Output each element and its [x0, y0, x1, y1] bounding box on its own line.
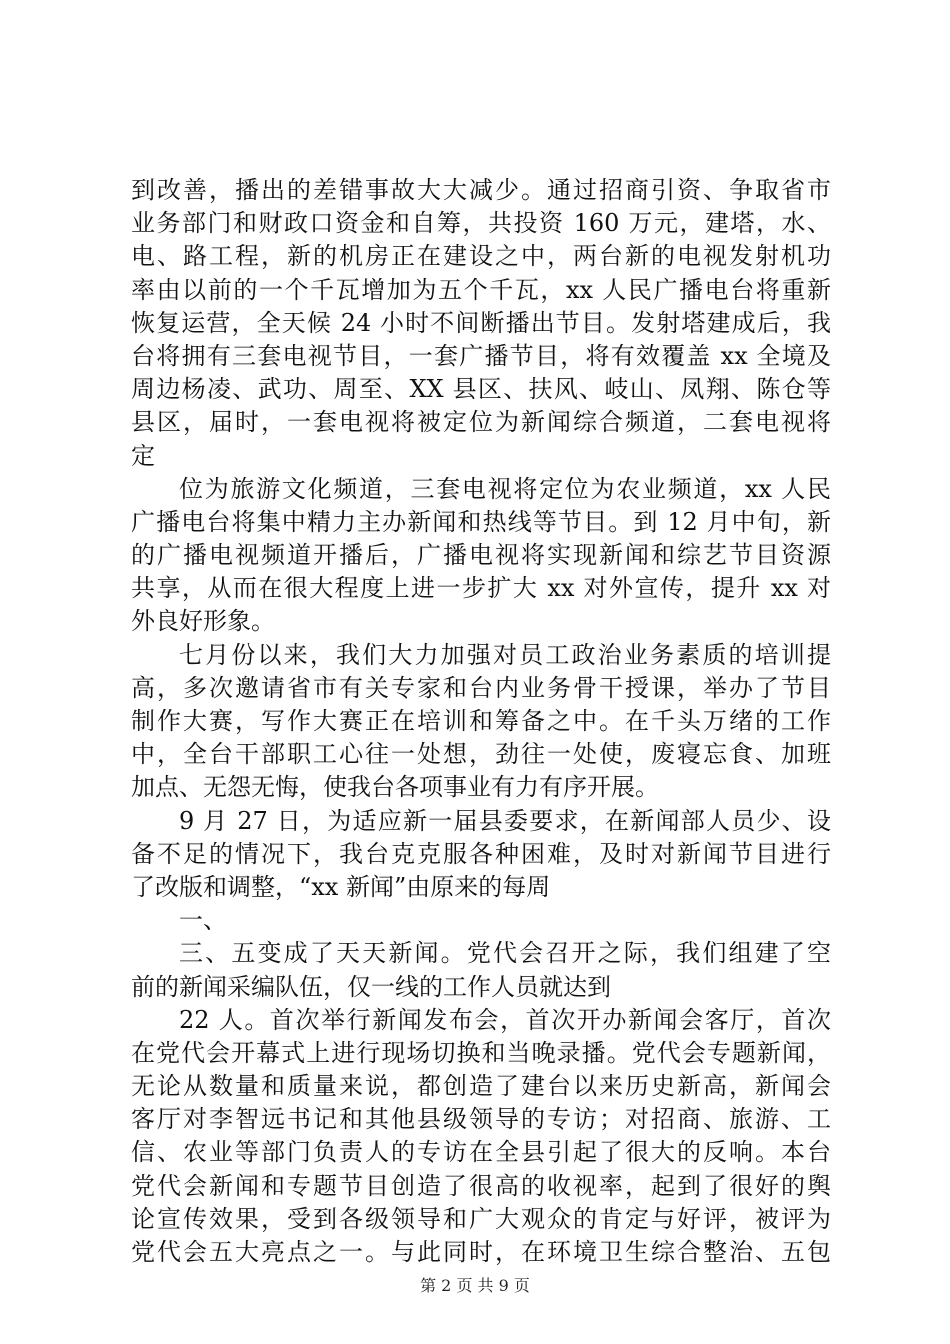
text-line: 备不足的情况下，我台克克服各种困难，及时对新闻节目进行 [131, 839, 831, 868]
text-line: 党代会新闻和专题节目创造了很高的收视率，起到了很好的舆 [131, 1171, 831, 1200]
text-line: 在党代会开幕式上进行现场切换和当晚录播。党代会专题新闻， [131, 1038, 831, 1067]
text-line: 周边杨凌、武功、周至、XX 县区、扶风、岐山、凤翔、陈仓等 [131, 375, 831, 404]
text-line: 无论从数量和质量来说，都创造了建台以来历史新高，新闻会 [131, 1072, 831, 1101]
text-line: 台将拥有三套电视节目，一套广播节目，将有效覆盖 xx 全境及 [131, 341, 831, 370]
text-line: 到改善，播出的差错事故大大减少。通过招商引资、争取省市 [131, 176, 831, 204]
paragraph-first-line: 一、 [179, 906, 227, 935]
text-line: 客厅对李智远书记和其他县级领导的专访；对招商、旅游、工 [131, 1105, 831, 1134]
text-line: 率由以前的一个千瓦增加为五个千瓦，xx 人民广播电台将重新 [131, 275, 831, 304]
paragraph-first-line: 七月份以来，我们大力加强对员工政治业务素质的培训提 [179, 640, 831, 669]
text-line: 论宣传效果，受到各级领导和广大观众的肯定与好评，被评为 [131, 1204, 831, 1233]
text-line: 广播电台将集中精力主办新闻和热线等节目。到 12 月中旬，新 [131, 507, 831, 536]
text-line: 加点、无怨无悔，使我台各项事业有力有序开展。 [131, 773, 659, 802]
text-line: 党代会五大亮点之一。与此同时，在环境卫生综合整治、五包 [131, 1238, 831, 1266]
page-number-footer: 第 2 页 共 9 页 [420, 1276, 530, 1295]
text-line: 县区，届时，一套电视将被定位为新闻综合频道，二套电视将 [131, 408, 831, 437]
text-line: 电、路工程，新的机房正在建设之中，两台新的电视发射机功 [131, 242, 831, 271]
paragraph-first-line: 9 月 27 日，为适应新一届县委要求，在新闻部人员少、设 [179, 806, 831, 835]
text-line: 制作大赛，写作大赛正在培训和筹备之中。在千头万绪的工作 [131, 707, 831, 735]
text-line: 共享，从而在很大程度上进一步扩大 xx 对外宣传，提升 xx 对 [131, 574, 831, 603]
paragraph-first-line: 22 人。首次举行新闻发布会，首次开办新闻会客厅，首次 [179, 1005, 831, 1034]
text-line: 外良好形象。 [131, 607, 275, 636]
document-body [131, 174, 831, 1269]
text-line: 定 [131, 441, 155, 470]
paragraph-first-line: 位为旅游文化频道，三套电视将定位为农业频道，xx 人民 [179, 474, 831, 503]
text-line: 信、农业等部门负责人的专访在全县引起了很大的反响。本台 [131, 1138, 831, 1167]
text-line: 恢复运营，全天候 24 小时不间断播出节目。发射塔建成后，我 [131, 308, 831, 337]
text-line: 中，全台干部职工心往一处想，劲往一处使，废寝忘食、加班 [131, 740, 831, 769]
text-line: 的广播电视频道开播后，广播电视将实现新闻和综艺节目资源 [131, 541, 831, 570]
paragraph-first-line: 三、五变成了天天新闻。党代会召开之际，我们组建了空 [179, 939, 831, 968]
text-line: 了改版和调整，“xx 新闻”由原来的每周 [131, 872, 551, 901]
text-line: 高，多次邀请省市有关专家和台内业务骨干授课，举办了节目 [131, 673, 831, 702]
text-line: 业务部门和财政口资金和自筹，共投资 160 万元，建塔，水、 [131, 209, 831, 238]
text-line: 前的新闻采编队伍，仅一线的工作人员就达到 [131, 972, 611, 1001]
